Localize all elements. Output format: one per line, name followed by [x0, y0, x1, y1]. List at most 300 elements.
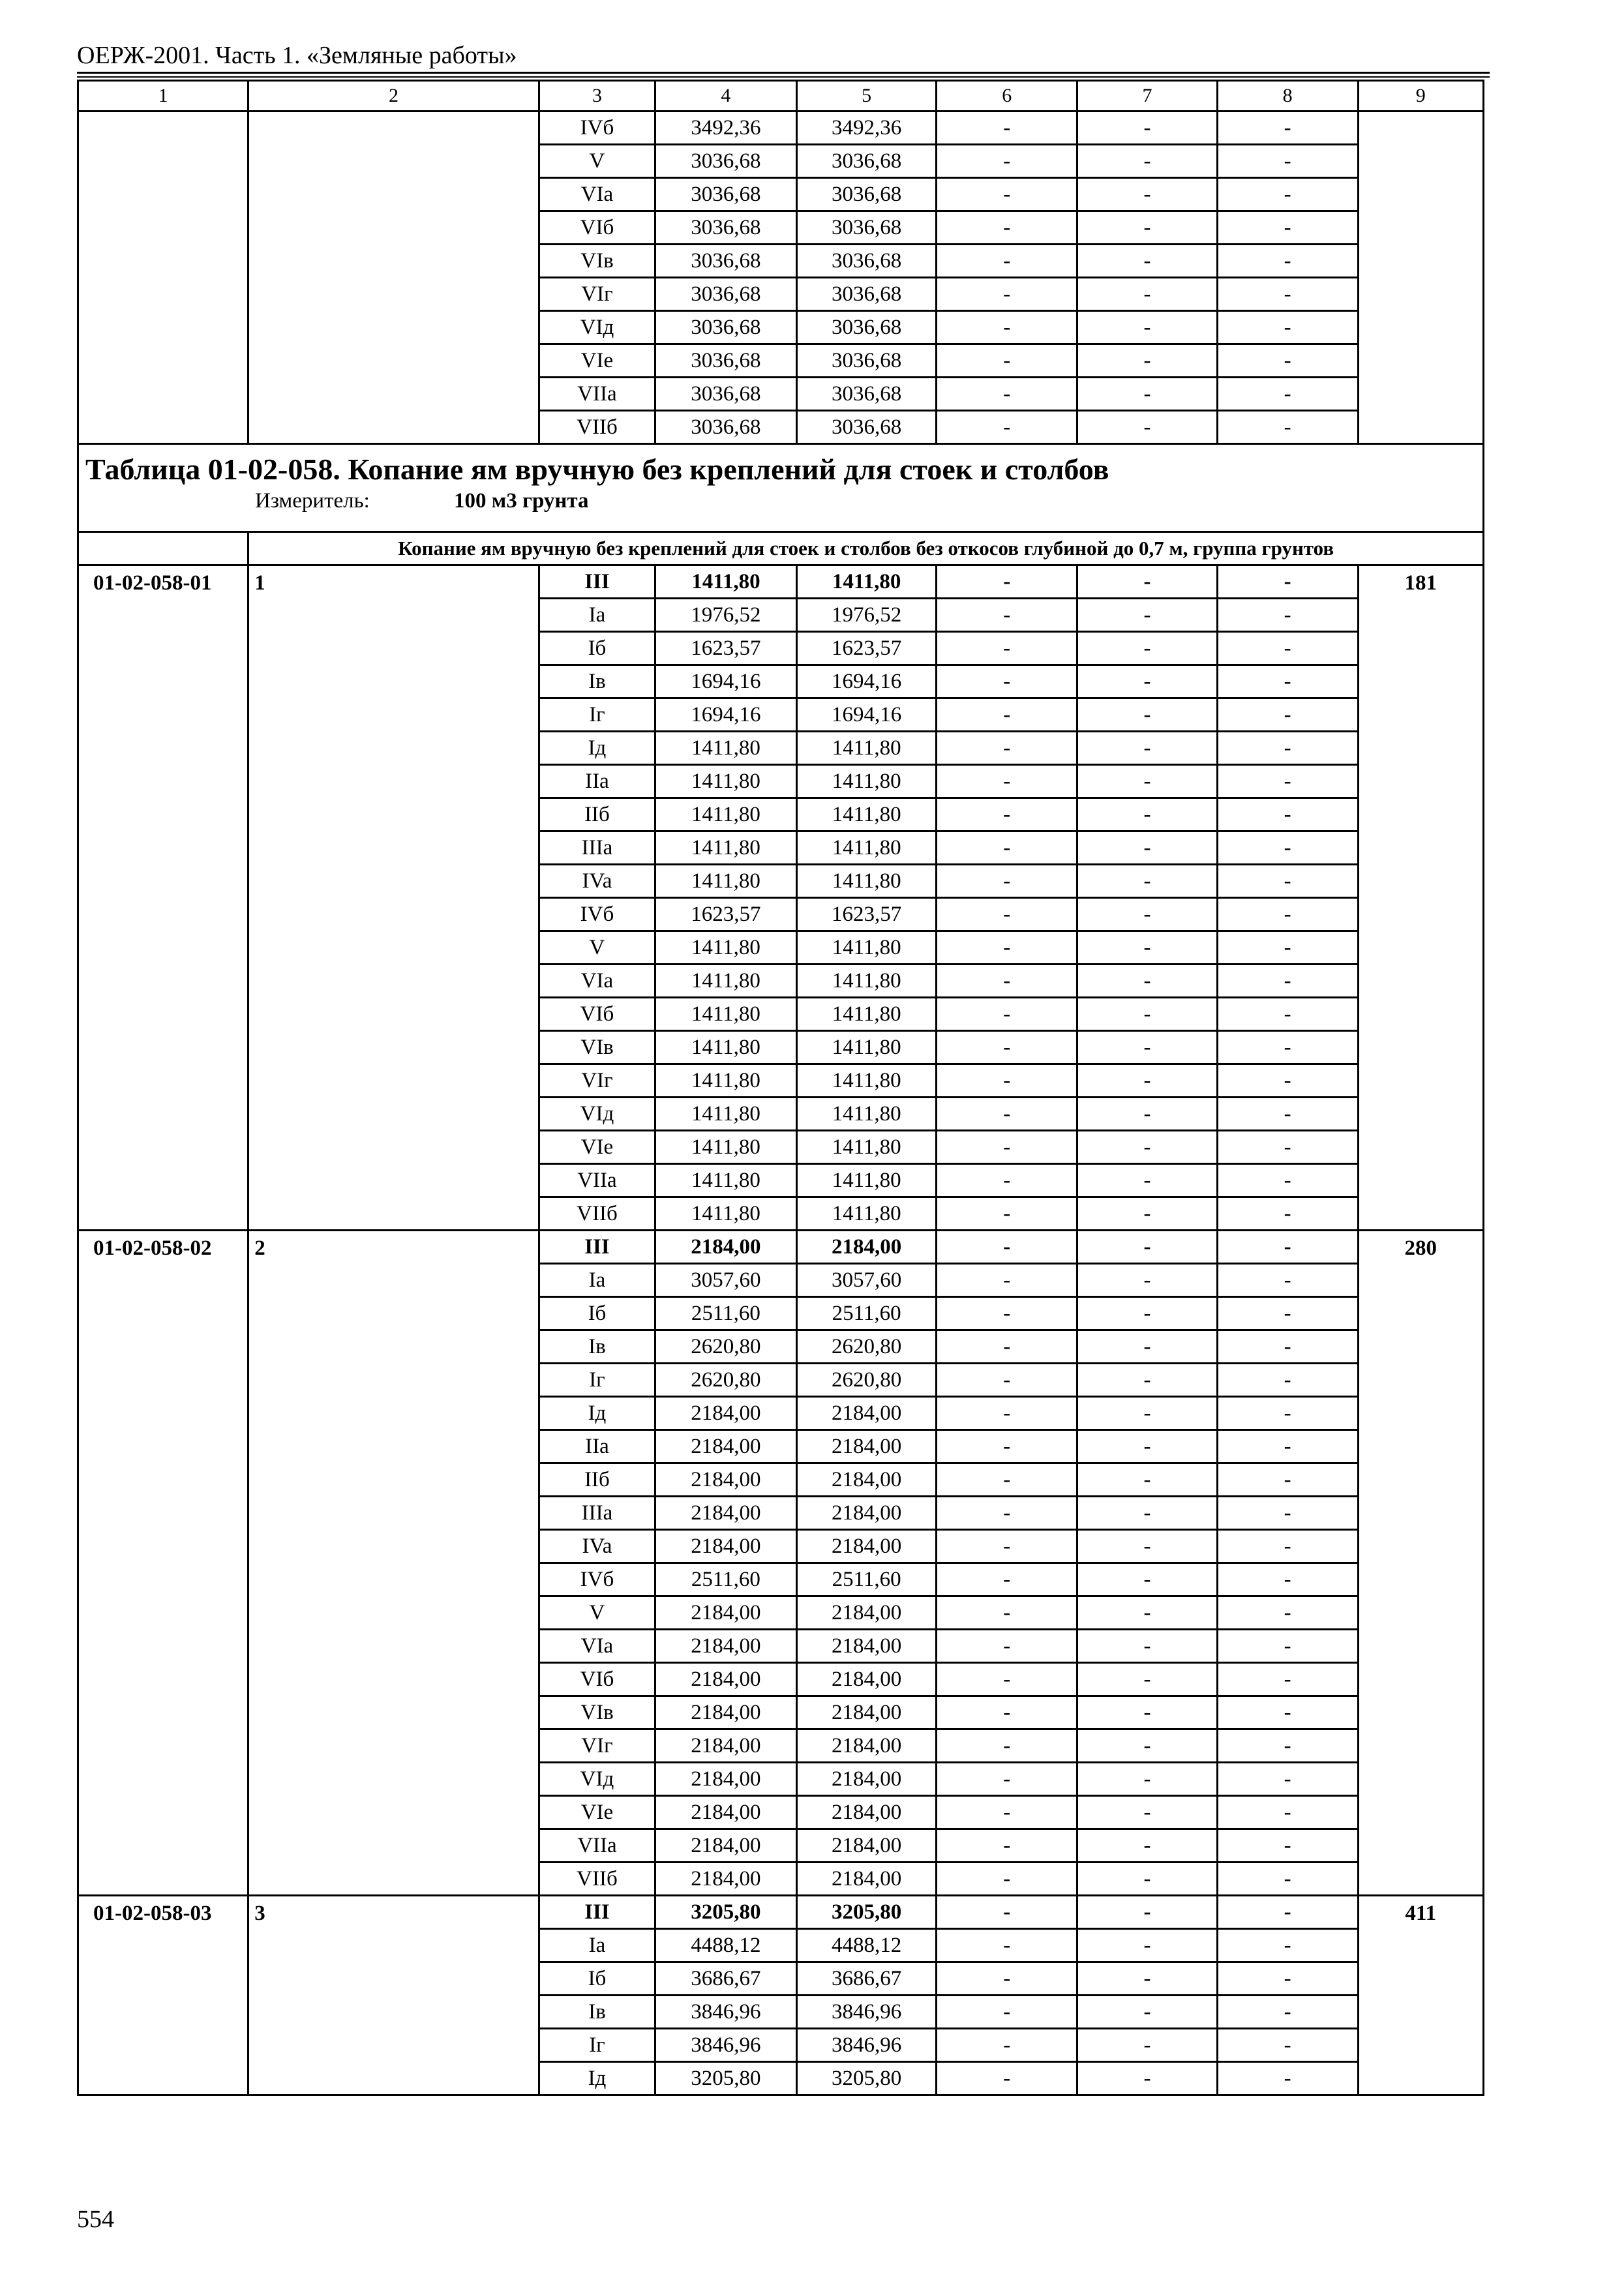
table-cell: -	[1077, 1962, 1218, 1996]
table-cell: 4488,12	[655, 1929, 797, 1962]
table-cell: -	[1077, 1996, 1218, 2029]
table-cell: VIв	[539, 1696, 655, 1729]
table-cell: 2184,00	[655, 1596, 797, 1630]
table-cell: -	[1217, 211, 1358, 245]
table-cell: 2184,00	[796, 1863, 937, 1896]
table-cell: -	[1077, 698, 1218, 732]
table-cell: -	[937, 1463, 1077, 1497]
table-cell: -	[937, 1031, 1077, 1064]
table-cell: 3036,68	[655, 411, 797, 444]
table-cell: IIa	[539, 1430, 655, 1463]
table-cell: VIб	[539, 211, 655, 245]
table-cell: -	[1217, 1463, 1358, 1497]
table-cell: -	[1217, 1696, 1358, 1729]
table-cell: -	[1077, 998, 1218, 1031]
table-cell: -	[1077, 1231, 1218, 1264]
table-cell: 3036,68	[796, 311, 937, 344]
table-cell: -	[1077, 211, 1218, 245]
table-cell: -	[1077, 1164, 1218, 1197]
table-cell: 1411,80	[655, 798, 797, 831]
table-cell: -	[937, 698, 1077, 732]
table-cell: 2184,00	[796, 1397, 937, 1430]
table-cell: -	[937, 1929, 1077, 1962]
table-cell: -	[937, 311, 1077, 344]
table-cell: 3205,80	[796, 2062, 937, 2095]
table-cell: VIIб	[539, 1197, 655, 1231]
table-cell: -	[937, 1430, 1077, 1463]
table-cell: 3205,80	[655, 2062, 797, 2095]
table-cell: 3036,68	[655, 344, 797, 378]
table-cell: -	[1077, 1896, 1218, 1929]
table-cell: -	[1077, 1364, 1218, 1397]
table-cell: Iб	[539, 632, 655, 665]
result-cell-empty	[1358, 112, 1483, 444]
table-cell: -	[1077, 1863, 1218, 1896]
measure-line	[255, 488, 1476, 514]
column-number-cell: 5	[796, 81, 937, 112]
table-cell: -	[937, 865, 1077, 898]
table-cell: 1411,80	[796, 1164, 937, 1197]
table-cell: 2184,00	[796, 1630, 937, 1663]
table-cell: 3492,36	[655, 112, 797, 145]
table-cell: 1411,80	[655, 732, 797, 765]
table-cell: VIIa	[539, 378, 655, 411]
table-cell: 3057,60	[655, 1264, 797, 1297]
table-cell: -	[1217, 1197, 1358, 1231]
table-cell: 1411,80	[655, 765, 797, 798]
column-number-row	[78, 81, 1484, 112]
table-cell: 3686,67	[796, 1962, 937, 1996]
table-cell: -	[1077, 1530, 1218, 1563]
table-cell: -	[1217, 1630, 1358, 1663]
table-cell: Iб	[539, 1962, 655, 1996]
table-cell: -	[937, 1863, 1077, 1896]
table-cell: -	[1217, 1497, 1358, 1530]
table-cell: 1411,80	[655, 1064, 797, 1098]
table-cell: -	[1217, 1430, 1358, 1463]
table-cell: -	[1077, 1430, 1218, 1463]
table-cell: 2184,00	[655, 1763, 797, 1796]
table-cell: -	[1217, 1098, 1358, 1131]
table-cell: 3846,96	[796, 2029, 937, 2062]
table-cell: -	[1217, 1031, 1358, 1064]
table-cell: 1411,80	[796, 1098, 937, 1131]
table-cell: -	[1217, 411, 1358, 444]
table-cell: -	[937, 1829, 1077, 1863]
table-cell: -	[1217, 632, 1358, 665]
measure-value: 100 м3 грунта	[454, 489, 589, 513]
table-cell: VIe	[539, 344, 655, 378]
norm-number: 1	[248, 565, 539, 1231]
table-cell: 1411,80	[796, 965, 937, 998]
table-cell: -	[1077, 1297, 1218, 1330]
table-cell: Iг	[539, 2029, 655, 2062]
table-cell: -	[1077, 145, 1218, 178]
table-cell: 1411,80	[796, 998, 937, 1031]
table-cell: VIa	[539, 965, 655, 998]
table-cell: -	[937, 1596, 1077, 1630]
table-cell: -	[937, 1663, 1077, 1696]
table-cell: 1411,80	[796, 565, 937, 599]
table-cell: -	[1217, 245, 1358, 278]
table-cell: 2184,00	[796, 1497, 937, 1530]
table-cell: -	[937, 1563, 1077, 1596]
table-cell: 2184,00	[655, 1463, 797, 1497]
table-cell: -	[937, 565, 1077, 599]
table-cell: -	[1077, 311, 1218, 344]
table-cell: 1623,57	[655, 632, 797, 665]
table-cell: VIa	[539, 178, 655, 211]
table-cell: -	[1077, 1596, 1218, 1630]
table-cell: VIг	[539, 1064, 655, 1098]
table-cell: 2184,00	[655, 1729, 797, 1763]
column-number-cell: 1	[78, 81, 248, 112]
table-cell: -	[1077, 1131, 1218, 1164]
table-cell: -	[1077, 831, 1218, 865]
table-cell: -	[937, 1264, 1077, 1297]
table-subtitle-row	[78, 532, 1484, 565]
table-cell: -	[1217, 865, 1358, 898]
table-cell: -	[1077, 2029, 1218, 2062]
table-cell: -	[1217, 831, 1358, 865]
column-number-cell: 9	[1358, 81, 1483, 112]
table-cell: -	[1077, 931, 1218, 965]
code-cell-empty	[78, 112, 248, 444]
table-title-row	[78, 444, 1484, 532]
table-cell: -	[1077, 278, 1218, 311]
table-cell: IIб	[539, 798, 655, 831]
table-cell: -	[1077, 1563, 1218, 1596]
table-cell: -	[937, 245, 1077, 278]
table-cell: -	[937, 1297, 1077, 1330]
table-cell: -	[1217, 565, 1358, 599]
table-cell: -	[1217, 1397, 1358, 1430]
table-cell: 3846,96	[655, 2029, 797, 2062]
table-cell: IVa	[539, 1530, 655, 1563]
table-cell: -	[937, 411, 1077, 444]
table-cell: 2184,00	[655, 1863, 797, 1896]
table-cell: -	[937, 831, 1077, 865]
table-cell: -	[1217, 898, 1358, 931]
table-cell: -	[1217, 1264, 1358, 1297]
table-cell: -	[1217, 1164, 1358, 1197]
table-cell: 3036,68	[655, 145, 797, 178]
table-cell: -	[1217, 698, 1358, 732]
table-cell: -	[1077, 865, 1218, 898]
table-cell: -	[1077, 599, 1218, 632]
table-cell: -	[937, 178, 1077, 211]
table-cell: -	[1077, 1829, 1218, 1863]
table-cell: VIб	[539, 1663, 655, 1696]
table-cell: -	[937, 1896, 1077, 1929]
table-cell: -	[1077, 965, 1218, 998]
table-cell: 2184,00	[796, 1763, 937, 1796]
column-number-cell: 7	[1077, 81, 1218, 112]
table-cell: -	[1217, 1231, 1358, 1264]
price-table	[77, 80, 1484, 2096]
table-cell: Iд	[539, 2062, 655, 2095]
table-cell: -	[1077, 2062, 1218, 2095]
table-cell: -	[1217, 732, 1358, 765]
table-cell: 1411,80	[796, 831, 937, 865]
table-cell: -	[937, 278, 1077, 311]
table-cell: 2184,00	[796, 1796, 937, 1829]
table-cell: 2184,00	[655, 1696, 797, 1729]
table-cell: -	[937, 965, 1077, 998]
norm-result: 181	[1358, 565, 1483, 1231]
table-cell: -	[1217, 665, 1358, 698]
table-cell: -	[937, 1796, 1077, 1829]
table-cell: -	[1077, 1729, 1218, 1763]
table-cell: 1411,80	[655, 831, 797, 865]
table-cell: -	[937, 145, 1077, 178]
table-cell: Iв	[539, 1330, 655, 1364]
table-cell: 3036,68	[796, 211, 937, 245]
table-cell: -	[937, 1729, 1077, 1763]
table-cell: -	[1217, 599, 1358, 632]
table-cell: -	[937, 1962, 1077, 1996]
table-cell: -	[1217, 931, 1358, 965]
table-cell: -	[1217, 1663, 1358, 1696]
table-cell: IVб	[539, 898, 655, 931]
table-cell: -	[1217, 311, 1358, 344]
table-cell: -	[937, 1364, 1077, 1397]
table-cell: 3846,96	[655, 1996, 797, 2029]
table-cell: -	[937, 898, 1077, 931]
table-cell: 2184,00	[655, 1397, 797, 1430]
table-cell: -	[1217, 1763, 1358, 1796]
table-cell: -	[937, 1397, 1077, 1430]
table-cell: IVб	[539, 112, 655, 145]
table-cell: 1411,80	[655, 965, 797, 998]
table-cell: 1411,80	[655, 998, 797, 1031]
table-cell: -	[1077, 898, 1218, 931]
table-cell: 2511,60	[655, 1563, 797, 1596]
table-cell: 1411,80	[655, 1131, 797, 1164]
table-cell: -	[1077, 112, 1218, 145]
table-cell: VIIa	[539, 1164, 655, 1197]
table-cell: Ia	[539, 599, 655, 632]
table-cell: -	[1217, 1829, 1358, 1863]
table-cell: V	[539, 931, 655, 965]
table-cell: 2184,00	[796, 1663, 937, 1696]
table-cell: -	[1217, 2029, 1358, 2062]
table-cell: VIIб	[539, 1863, 655, 1896]
table-cell: 3057,60	[796, 1264, 937, 1297]
table-cell: 2184,00	[655, 1630, 797, 1663]
table-cell: -	[1077, 178, 1218, 211]
table-cell: 2511,60	[796, 1297, 937, 1330]
table-cell: 2184,00	[655, 1231, 797, 1264]
table-cell: 3205,80	[796, 1896, 937, 1929]
table-cell: -	[1077, 1031, 1218, 1064]
table-cell: -	[1217, 1330, 1358, 1364]
table-cell: -	[1077, 245, 1218, 278]
table-cell: 3036,68	[655, 211, 797, 245]
table-cell: 2184,00	[796, 1530, 937, 1563]
table-cell: -	[937, 599, 1077, 632]
table-cell: 2184,00	[796, 1829, 937, 1863]
header-rule-thin	[77, 76, 1490, 78]
table-cell: -	[937, 2062, 1077, 2095]
table-cell: -	[937, 211, 1077, 245]
table-cell: 3492,36	[796, 112, 937, 145]
table-cell: Iб	[539, 1297, 655, 1330]
table-cell: -	[937, 1164, 1077, 1197]
table-cell: 2184,00	[655, 1796, 797, 1829]
table-cell: 2184,00	[796, 1430, 937, 1463]
table-cell: -	[937, 344, 1077, 378]
table-cell: 1694,16	[796, 665, 937, 698]
table-cell: -	[937, 112, 1077, 145]
table-cell: 2184,00	[655, 1829, 797, 1863]
table-cell: 3036,68	[796, 245, 937, 278]
table-cell: -	[937, 1197, 1077, 1231]
table-cell: Iд	[539, 732, 655, 765]
norm-code: 01-02-058-01	[78, 565, 248, 1231]
table-cell: 3846,96	[796, 1996, 937, 2029]
table-cell: -	[1077, 378, 1218, 411]
measure-label: Измеритель:	[255, 489, 370, 513]
table-cell: 3036,68	[655, 178, 797, 211]
table-cell: III	[539, 1896, 655, 1929]
table-cell: 1411,80	[796, 865, 937, 898]
table-cell: Iв	[539, 1996, 655, 2029]
table-cell: -	[937, 798, 1077, 831]
table-cell: -	[1077, 1630, 1218, 1663]
table-cell: 2511,60	[796, 1563, 937, 1596]
table-cell: -	[937, 931, 1077, 965]
table-cell: 2620,80	[655, 1364, 797, 1397]
table-cell: Ia	[539, 1264, 655, 1297]
table-cell: VIIб	[539, 411, 655, 444]
table-cell: III	[539, 565, 655, 599]
table-cell: -	[1077, 1330, 1218, 1364]
table-cell: -	[1217, 798, 1358, 831]
table-cell: VIб	[539, 998, 655, 1031]
table-cell: -	[1217, 2062, 1358, 2095]
table-cell: -	[1217, 1962, 1358, 1996]
table-cell: -	[937, 1098, 1077, 1131]
table-cell: -	[1217, 1896, 1358, 1929]
table-row	[78, 1896, 1484, 1929]
table-cell: VIв	[539, 245, 655, 278]
table-cell: -	[937, 1231, 1077, 1264]
table-cell: VIд	[539, 1098, 655, 1131]
table-cell: -	[1077, 1796, 1218, 1829]
table-cell: 1411,80	[796, 1131, 937, 1164]
norm-code: 01-02-058-03	[78, 1896, 248, 2095]
table-cell: -	[1077, 1763, 1218, 1796]
table-cell: 2184,00	[796, 1596, 937, 1630]
table-cell: -	[937, 378, 1077, 411]
table-cell: IIa	[539, 765, 655, 798]
table-cell: 3036,68	[796, 178, 937, 211]
page-header-title: ОЕРЖ-2001. Часть 1. «Земляные работы»	[77, 42, 517, 69]
table-cell: 1411,80	[796, 798, 937, 831]
table-row	[78, 565, 1484, 599]
table-cell: -	[1077, 1064, 1218, 1098]
table-cell: -	[1077, 1264, 1218, 1297]
table-cell: 3036,68	[796, 411, 937, 444]
table-cell: 2184,00	[796, 1231, 937, 1264]
table-cell: 2511,60	[655, 1297, 797, 1330]
table-cell: Iд	[539, 1397, 655, 1430]
table-cell: -	[1217, 1863, 1358, 1896]
table-cell: 1623,57	[796, 898, 937, 931]
table-cell: 3036,68	[655, 378, 797, 411]
table-cell: IIIa	[539, 831, 655, 865]
table-cell: 1976,52	[655, 599, 797, 632]
table-cell: VIг	[539, 278, 655, 311]
table-cell: -	[937, 1630, 1077, 1663]
table-cell: -	[1217, 1929, 1358, 1962]
table-title-cell	[78, 444, 1484, 532]
table-cell: IIIa	[539, 1497, 655, 1530]
table-cell: VIe	[539, 1131, 655, 1164]
table-cell: -	[1077, 798, 1218, 831]
table-cell: -	[1217, 145, 1358, 178]
table-cell: 1411,80	[655, 1098, 797, 1131]
table-cell: -	[1217, 1729, 1358, 1763]
table-cell: -	[1077, 1497, 1218, 1530]
table-cell: 1411,80	[655, 865, 797, 898]
table-cell: III	[539, 1231, 655, 1264]
table-cell: -	[1217, 1796, 1358, 1829]
table-cell: -	[1217, 765, 1358, 798]
table-cell: -	[1217, 178, 1358, 211]
table-subtitle: Копание ям вручную без креплений для стоек и столбов без откосов глубиной до 0,7 м, группа грунтов	[248, 532, 1484, 565]
table-cell: 1411,80	[796, 732, 937, 765]
table-cell: -	[1077, 1397, 1218, 1430]
table-cell: -	[937, 1330, 1077, 1364]
table-cell: 3036,68	[796, 278, 937, 311]
table-cell: 4488,12	[796, 1929, 937, 1962]
page-number: 554	[77, 2206, 114, 2233]
table-cell: -	[1217, 1596, 1358, 1630]
table-cell: VIг	[539, 1729, 655, 1763]
table-cell: 1411,80	[655, 565, 797, 599]
table-cell: 1411,80	[655, 1031, 797, 1064]
table-title: Таблица 01-02-058. Копание ям вручную без креплений для стоек и столбов	[85, 453, 1109, 486]
table-cell: -	[1077, 732, 1218, 765]
table-cell: 1411,80	[796, 765, 937, 798]
table-cell: -	[1077, 765, 1218, 798]
table-cell: -	[1077, 1197, 1218, 1231]
table-cell: 2184,00	[655, 1530, 797, 1563]
table-cell: -	[1077, 344, 1218, 378]
table-cell: -	[937, 1696, 1077, 1729]
table-cell: -	[1077, 1463, 1218, 1497]
table-cell: VIIa	[539, 1829, 655, 1863]
table-cell: 1411,80	[796, 1064, 937, 1098]
table-cell: -	[1077, 1929, 1218, 1962]
table-row	[78, 1231, 1484, 1264]
table-cell: VIe	[539, 1796, 655, 1829]
table-cell: 1623,57	[655, 898, 797, 931]
table-cell: -	[937, 1763, 1077, 1796]
table-cell: 2184,00	[655, 1663, 797, 1696]
norm-result: 280	[1358, 1231, 1483, 1896]
table-cell: -	[1217, 278, 1358, 311]
norm-result: 411	[1358, 1896, 1483, 2095]
table-cell: -	[937, 665, 1077, 698]
column-number-cell: 6	[937, 81, 1077, 112]
table-row	[78, 112, 1484, 145]
table-cell: V	[539, 145, 655, 178]
column-number-cell: 2	[248, 81, 539, 112]
table-cell: Iг	[539, 1364, 655, 1397]
